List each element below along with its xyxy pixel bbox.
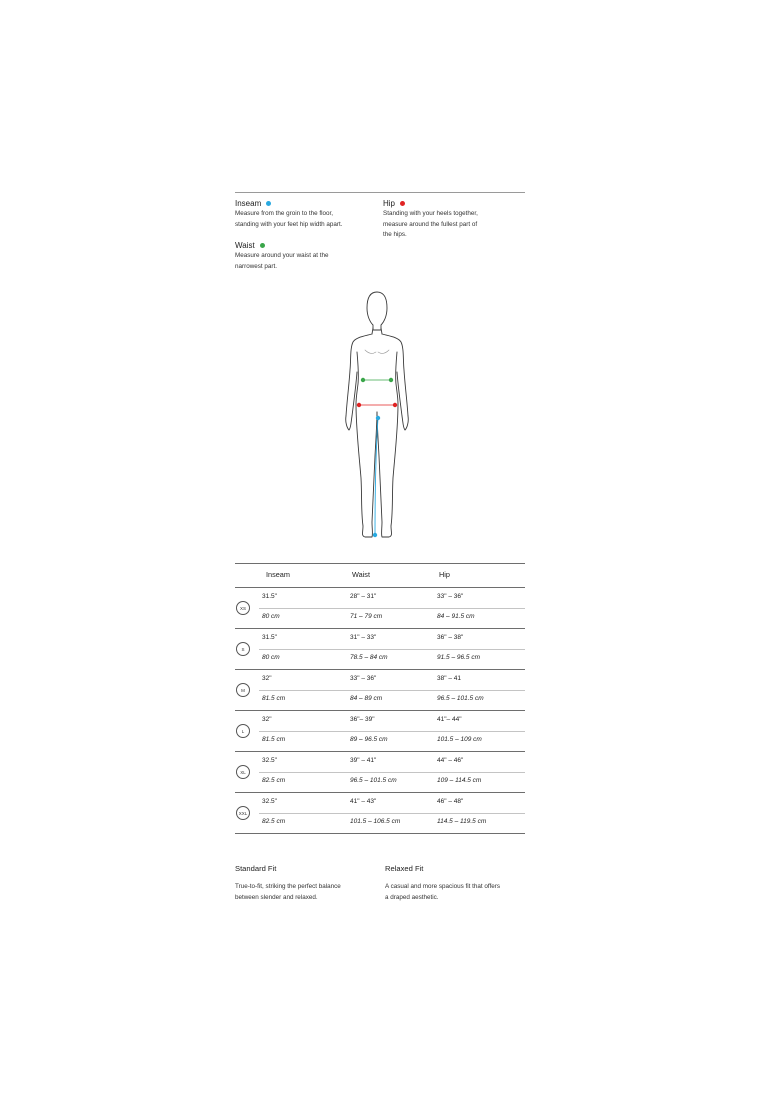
legend-hip-desc-line: the hips. (383, 231, 407, 238)
cell-hip-inch: 44" – 46" (437, 757, 464, 764)
cell-inseam-inch: 32" (262, 716, 272, 723)
cell-waist-inch: 31" – 33" (350, 634, 377, 641)
cell-waist-inch: 28" – 31" (350, 593, 377, 600)
legend-waist-desc-line: narrowest part. (235, 262, 277, 270)
size-badge-xs: XS (236, 601, 250, 615)
table-row (235, 588, 525, 629)
size-badge-l: L (236, 724, 250, 738)
cell-waist-cm: 84 – 89 cm (350, 695, 383, 702)
size-badge-m: M (236, 683, 250, 697)
legend-hip (383, 199, 478, 241)
cell-waist-inch: 39" – 41" (350, 757, 377, 764)
cell-inseam-inch: 31.5" (262, 593, 277, 600)
cell-hip-inch: 38" – 41 (437, 675, 461, 682)
table-top-divider (235, 563, 525, 564)
relaxed-fit (385, 864, 525, 903)
cell-hip-inch: 36" – 38" (437, 634, 464, 641)
relaxed-fit-desc-line: a draped aesthetic. (385, 893, 439, 901)
size-badge-xxl: XXL (236, 806, 250, 820)
legend-hip-desc-line: Standing with your heels together, (383, 210, 478, 217)
hip-dot-icon (400, 201, 405, 206)
cell-hip-cm: 109 – 114.5 cm (437, 777, 482, 784)
row-mid-divider (259, 690, 525, 691)
cell-hip-inch: 46" – 48" (437, 798, 464, 805)
inseam-bottom-marker-icon (373, 533, 377, 537)
size-badge-s: S (236, 642, 250, 656)
standard-fit-desc-line: True-to-fit, striking the perfect balance (235, 883, 341, 890)
legend-waist-desc-line: Measure around your waist at the (235, 252, 329, 259)
standard-fit (235, 864, 375, 903)
standard-fit-title: Standard Fit (235, 864, 277, 873)
row-divider (235, 833, 525, 834)
top-divider (235, 192, 525, 193)
cell-inseam-inch: 32.5" (262, 757, 277, 764)
cell-hip-cm: 91.5 – 96.5 cm (437, 654, 480, 661)
legend-inseam-desc-line: standing with your feet hip width apart. (235, 220, 343, 228)
body-measurement-figure (337, 288, 417, 548)
cell-inseam-cm: 82.5 cm (262, 777, 286, 784)
cell-inseam-inch: 31.5" (262, 634, 277, 641)
row-mid-divider (259, 772, 525, 773)
size-badge-xl: XL (236, 765, 250, 779)
row-mid-divider (259, 731, 525, 732)
cell-waist-cm: 89 – 96.5 cm (350, 736, 388, 743)
standard-fit-desc-line: between slender and relaxed. (235, 893, 318, 901)
legend-inseam-desc (235, 209, 342, 230)
cell-inseam-cm: 80 cm (262, 613, 280, 620)
cell-waist-cm: 78.5 – 84 cm (350, 654, 388, 661)
row-mid-divider (259, 608, 525, 609)
col-head-inseam: Inseam (266, 570, 290, 579)
cell-inseam-cm: 81.5 cm (262, 736, 286, 743)
relaxed-fit-title: Relaxed Fit (385, 864, 424, 873)
hip-left-marker-icon (357, 403, 361, 407)
row-mid-divider (259, 813, 525, 814)
waist-left-marker-icon (361, 378, 365, 382)
legend-hip-desc (383, 209, 478, 241)
cell-hip-cm: 96.5 – 101.5 cm (437, 695, 484, 702)
body-outline (346, 292, 409, 537)
relaxed-fit-desc (385, 882, 525, 903)
waist-dot-icon (260, 243, 265, 248)
cell-waist-cm: 71 – 79 cm (350, 613, 383, 620)
cell-waist-cm: 96.5 – 101.5 cm (350, 777, 397, 784)
legend-waist (235, 241, 328, 272)
cell-hip-cm: 114.5 – 119.5 cm (437, 818, 487, 825)
cell-waist-cm: 101.5 – 106.5 cm (350, 818, 401, 825)
relaxed-fit-desc-line: A casual and more spacious fit that offers (385, 883, 501, 890)
hip-right-marker-icon (393, 403, 397, 407)
legend-waist-desc (235, 251, 328, 272)
cell-inseam-cm: 81.5 cm (262, 695, 286, 702)
cell-waist-inch: 33" – 36" (350, 675, 377, 682)
inseam-dot-icon (266, 201, 271, 206)
row-mid-divider (259, 649, 525, 650)
col-head-hip: Hip (439, 570, 450, 579)
legend-inseam-desc-line: Measure from the groin to the floor, (235, 210, 334, 217)
legend-inseam (235, 199, 342, 230)
table-row (235, 629, 525, 670)
cell-hip-inch: 33" – 36" (437, 593, 464, 600)
cell-hip-cm: 84 – 91.5 cm (437, 613, 475, 620)
legend-waist-title: Waist (235, 241, 255, 250)
table-row (235, 670, 525, 711)
cell-inseam-inch: 32.5" (262, 798, 277, 805)
cell-inseam-cm: 80 cm (262, 654, 280, 661)
legend-inseam-title: Inseam (235, 199, 262, 208)
cell-waist-inch: 41" – 43" (350, 798, 377, 805)
table-row (235, 793, 525, 834)
inseam-top-marker-icon (376, 416, 380, 420)
standard-fit-desc (235, 882, 375, 903)
col-head-waist: Waist (352, 570, 370, 579)
legend-hip-title: Hip (383, 199, 396, 208)
legend-hip-desc-line: measure around the fullest part of (383, 220, 478, 228)
cell-inseam-cm: 82.5 cm (262, 818, 286, 825)
table-row (235, 711, 525, 752)
cell-hip-inch: 41"– 44" (437, 716, 462, 723)
waist-right-marker-icon (389, 378, 393, 382)
cell-waist-inch: 36"– 39" (350, 716, 375, 723)
cell-hip-cm: 101.5 – 109 cm (437, 736, 482, 743)
cell-inseam-inch: 32" (262, 675, 272, 682)
table-row (235, 752, 525, 793)
